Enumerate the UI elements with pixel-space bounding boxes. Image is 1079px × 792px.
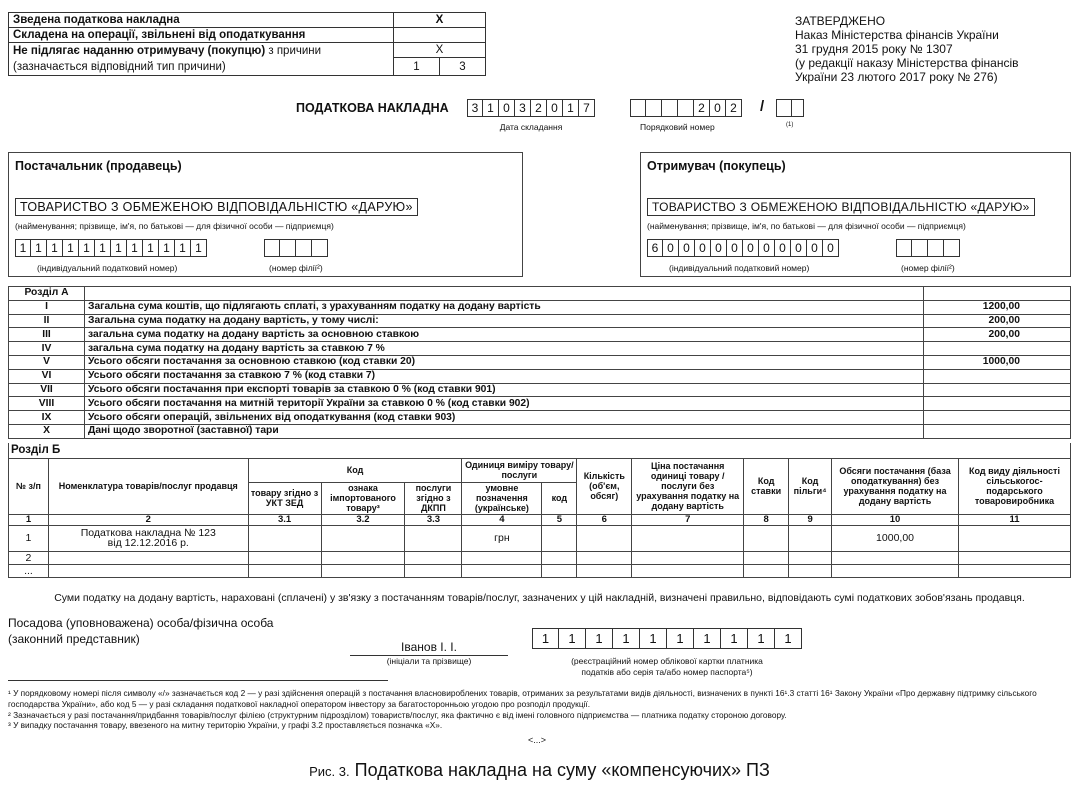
digit-cell[interactable]: [264, 239, 280, 257]
section-b-title: Розділ Б: [9, 443, 1071, 458]
cell-volume[interactable]: [832, 551, 959, 564]
row-text: Усього обсяги постачання на митній території України за ставкою 0 % (код ставки 902): [85, 397, 924, 411]
row-code: VII: [9, 383, 85, 397]
digit-cell[interactable]: 1: [559, 628, 586, 649]
header-no: № з/п: [9, 458, 49, 514]
cell-ukt[interactable]: [248, 525, 321, 551]
column-number: 6: [577, 514, 632, 525]
column-number: 3.3: [405, 514, 462, 525]
cell-agro[interactable]: [958, 564, 1070, 577]
digit-cell[interactable]: 1: [143, 239, 159, 257]
digit-cell[interactable]: 1: [667, 628, 694, 649]
header-code-group: Код: [248, 458, 462, 482]
column-number: 1: [9, 514, 49, 525]
column-number: 4: [462, 514, 542, 525]
table-row: [9, 564, 1071, 577]
approved-line: 31 грудня 2015 року № 1307: [795, 42, 953, 56]
cell-qty[interactable]: [577, 525, 632, 551]
digit-cell[interactable]: 0: [710, 99, 726, 117]
cell-import[interactable]: [321, 564, 405, 577]
row-value[interactable]: 200,00: [924, 328, 1071, 342]
seller-branch-digits[interactable]: [264, 239, 328, 257]
order-suffix-wide: [776, 99, 804, 117]
row-value[interactable]: [924, 342, 1071, 356]
approved-line: Наказ Міністерства фінансів України: [795, 28, 999, 42]
row-text: Усього обсяги постачання при експорті товарів за ставкою 0 % (код ставки 901): [85, 383, 924, 397]
row-value[interactable]: [924, 369, 1071, 383]
digit-cell[interactable]: 0: [499, 99, 515, 117]
digit-cell[interactable]: 6: [647, 239, 663, 257]
digit-cell[interactable]: 1: [47, 239, 63, 257]
table-row: [9, 525, 1071, 551]
digit-cell[interactable]: 0: [727, 239, 743, 257]
header-code-import: ознака імпортованого товару³: [321, 482, 405, 514]
cell-dkpp[interactable]: [405, 564, 462, 577]
cell-name[interactable]: [48, 525, 248, 551]
row-code: VI: [9, 369, 85, 383]
row-value[interactable]: 1200,00: [924, 300, 1071, 314]
row-code: X: [9, 424, 85, 438]
column-number: 10: [832, 514, 959, 525]
seller-name-note: (найменування; прізвище, ім'я, по батькові — для фізичної особи — підприємця): [15, 221, 334, 231]
table-row: [9, 551, 1071, 564]
registration-caption-line: (реєстраційний номер облікової картки платника: [571, 656, 763, 666]
header-code-ukt: товару згідно з УКТ ЗЕД: [248, 482, 321, 514]
row-text: Дані щодо зворотної (заставної) тари: [85, 424, 924, 438]
column-number-row: [9, 514, 1071, 525]
footnote-divider: [8, 680, 388, 681]
cell-volume[interactable]: 1000,00: [832, 525, 959, 551]
cell-name[interactable]: [48, 564, 248, 577]
figure-title: Податкова накладна на суму «компенсуючих» ПЗ: [354, 760, 770, 780]
exempt-mark[interactable]: [394, 28, 486, 43]
date-digits[interactable]: [467, 99, 595, 117]
not-given-bold: Не підлягає наданню отримувачу (покупцю): [13, 45, 266, 57]
signer-line2: (законний представник): [8, 632, 140, 646]
registration-digits[interactable]: [532, 628, 802, 649]
invoice-title: ПОДАТКОВА НАКЛАДНА: [296, 101, 449, 115]
not-given-mark[interactable]: X: [394, 43, 486, 58]
order-note: (1): [786, 122, 794, 128]
signer-name-caption: (ініціали та прізвище): [386, 656, 472, 666]
digit-cell[interactable]: 1: [563, 99, 579, 117]
digit-cell[interactable]: [928, 239, 944, 257]
cell-unit[interactable]: [462, 551, 542, 564]
statement-text: Суми податку на додану вартість, нараховані (сплачені) у зв'язку з постачанням товарів/послуг, зазначених у цій накладній, визначені правильно, відповідають сумі податкових зобов'язань продавця.: [54, 592, 1025, 604]
column-number: 9: [789, 514, 832, 525]
signer-line1: Посадова (уповноважена) особа/фізична особа: [8, 616, 274, 630]
signer-name[interactable]: Іванов І. І.: [350, 640, 508, 656]
cell-no[interactable]: 1: [9, 525, 49, 551]
section-a-title-spacer: [924, 287, 1071, 301]
not-given-label: [9, 43, 394, 76]
section-a-row: [9, 314, 1071, 328]
cell-agro[interactable]: [958, 551, 1070, 564]
header-unit-code: код: [542, 482, 577, 514]
approved-line: (у редакції наказу Міністерства фінансів: [795, 56, 1019, 70]
cell-dkpp[interactable]: [405, 525, 462, 551]
column-number: 11: [958, 514, 1070, 525]
section-a-row: [9, 424, 1071, 438]
buyer-branch-caption: (номер філії²): [901, 263, 955, 273]
row-text: Усього обсяги постачання за основною ставкою (код ставки 20): [85, 355, 924, 369]
cell-benefit[interactable]: [789, 525, 832, 551]
digit-cell[interactable]: 0: [711, 239, 727, 257]
row-value[interactable]: [924, 383, 1071, 397]
exempt-label: Складена на операції, звільнені від оподаткування: [9, 28, 394, 43]
digit-cell[interactable]: [646, 99, 662, 117]
row-text: Усього обсяги постачання за ставкою 7 % (код ставки 7): [85, 369, 924, 383]
digit-cell[interactable]: 1: [613, 628, 640, 649]
header-price: Ціна постачання одиниці товару / послуги без урахування податку на додану вартість: [632, 458, 744, 514]
cell-unit-code[interactable]: [542, 551, 577, 564]
buyer-ipn-digits[interactable]: [647, 239, 839, 257]
digit-cell[interactable]: 0: [791, 239, 807, 257]
digit-cell[interactable]: 3: [467, 99, 483, 117]
section-a-title-spacer: [85, 287, 924, 301]
cell-rate[interactable]: [744, 551, 789, 564]
seller-branch-caption: (номер філії²): [269, 263, 323, 273]
digit-cell[interactable]: 0: [547, 99, 563, 117]
digit-cell[interactable]: [678, 99, 694, 117]
digit-cell[interactable]: 1: [15, 239, 31, 257]
name-line: Податкова накладна № 123: [80, 527, 216, 539]
approved-line: ЗАТВЕРДЖЕНО: [795, 14, 886, 28]
digit-cell[interactable]: 0: [759, 239, 775, 257]
cell-qty[interactable]: [577, 564, 632, 577]
header-code-dkpp: послуги згідно з ДКПП: [405, 482, 462, 514]
digit-cell[interactable]: 1: [775, 628, 802, 649]
row-code: III: [9, 328, 85, 342]
digit-cell[interactable]: [912, 239, 928, 257]
row-value[interactable]: [924, 411, 1071, 425]
digit-cell[interactable]: 1: [127, 239, 143, 257]
cell-rate[interactable]: [744, 564, 789, 577]
cell-ukt[interactable]: [248, 564, 321, 577]
digit-cell[interactable]: [662, 99, 678, 117]
order-caption: Порядковий номер: [640, 122, 715, 132]
buyer-ipn-caption: (індивідуальний податковий номер): [669, 263, 810, 273]
row-code: IV: [9, 342, 85, 356]
column-number: 3.1: [248, 514, 321, 525]
order-digits[interactable]: [630, 99, 742, 117]
footnote-ellipsis: <...>: [528, 735, 547, 745]
digit-cell[interactable]: 0: [743, 239, 759, 257]
digit-cell[interactable]: 1: [748, 628, 775, 649]
header-rate: Код ставки: [744, 458, 789, 514]
reason-type-2[interactable]: 3: [440, 58, 486, 76]
cell-import[interactable]: [321, 525, 405, 551]
section-a-table: [8, 286, 1071, 439]
section-a-row: [9, 411, 1071, 425]
digit-cell[interactable]: 1: [191, 239, 207, 257]
cell-price[interactable]: [632, 551, 744, 564]
digit-cell[interactable]: [944, 239, 960, 257]
cell-no[interactable]: ...: [9, 564, 49, 577]
digit-cell[interactable]: 3: [515, 99, 531, 117]
cell-dkpp[interactable]: [405, 551, 462, 564]
header-volume: Обсяги постачання (база оподаткування) без урахування податку на додану вартість: [832, 458, 959, 514]
column-number: 8: [744, 514, 789, 525]
digit-cell[interactable]: 0: [807, 239, 823, 257]
cell-unit-code[interactable]: [542, 525, 577, 551]
cell-benefit[interactable]: [789, 551, 832, 564]
footnote-1: ¹ У порядковому номері після символу «/» зазначається код 2 — у разі здійснення операцій з постачання власновироблених товарів, отриманих за результатами видів діяльності, визначених в пункті 16¹.3 статті 16¹ Закону України «Про державну підтримку сільського господарства України», або код 5 — у разі складання податкової накладної оператором інвестору за багатосторонньою угодою про розподіл продукції.: [8, 688, 1037, 709]
column-number: 5: [542, 514, 577, 525]
section-a-title: Розділ А: [9, 287, 85, 301]
digit-cell[interactable]: 1: [175, 239, 191, 257]
digit-cell[interactable]: 1: [95, 239, 111, 257]
section-a-row: [9, 342, 1071, 356]
cell-qty[interactable]: [577, 551, 632, 564]
digit-cell[interactable]: 1: [63, 239, 79, 257]
seller-ipn-caption: (індивідуальний податковий номер): [37, 263, 178, 273]
cell-name[interactable]: [48, 551, 248, 564]
row-code: V: [9, 355, 85, 369]
row-value[interactable]: 1000,00: [924, 355, 1071, 369]
digit-cell[interactable]: [296, 239, 312, 257]
cell-ukt[interactable]: [248, 551, 321, 564]
section-a-row: [9, 328, 1071, 342]
buyer-title: Отримувач (покупець): [647, 159, 786, 173]
row-text: загальна сума податку на додану вартість за ставкою 7 %: [85, 342, 924, 356]
footnote-2: ² Зазначається у разі постачання/придбання товарів/послуг філією (структурним підрозділом) товариств/послуг, яка фактично є від імені головного підприємства — платника податку стороною договору.: [8, 709, 787, 720]
row-code: I: [9, 300, 85, 314]
digit-cell[interactable]: [312, 239, 328, 257]
registration-caption: [532, 656, 802, 678]
header-qty: Кількість (об'єм, обсяг): [577, 458, 632, 514]
buyer-name[interactable]: ТОВАРИСТВО З ОБМЕЖЕНОЮ ВІДПОВІДАЛЬНІСТЮ «ДАРУЮ»: [647, 198, 1035, 216]
consolidated-mark[interactable]: X: [394, 13, 486, 28]
section-b-table: [8, 443, 1071, 578]
buyer-branch-digits[interactable]: [896, 239, 960, 257]
row-text: Усього обсяги операцій, звільнених від оподаткування (код ставки 903): [85, 411, 924, 425]
digit-cell[interactable]: 0: [663, 239, 679, 257]
section-a-row: [9, 355, 1071, 369]
header-unit-name: умовне позначення (українське): [462, 482, 542, 514]
cell-import[interactable]: [321, 551, 405, 564]
buyer-block: [640, 152, 1071, 277]
digit-cell[interactable]: 1: [79, 239, 95, 257]
digit-cell[interactable]: 1: [532, 628, 559, 649]
row-code: VIII: [9, 397, 85, 411]
cell-volume[interactable]: [832, 564, 959, 577]
digit-cell[interactable]: 2: [726, 99, 742, 117]
column-number: 3.2: [321, 514, 405, 525]
digit-cell[interactable]: 2: [694, 99, 710, 117]
footnotes: [8, 688, 1071, 731]
cell-rate[interactable]: [744, 525, 789, 551]
name-line: від 12.12.2016 р.: [107, 537, 189, 549]
digit-cell[interactable]: [896, 239, 912, 257]
digit-cell[interactable]: [280, 239, 296, 257]
digit-cell[interactable]: 1: [31, 239, 47, 257]
digit-cell[interactable]: 1: [111, 239, 127, 257]
row-value[interactable]: 200,00: [924, 314, 1071, 328]
cell-price[interactable]: [632, 525, 744, 551]
header-unit-group: Одиниця виміру товару/послуги: [462, 458, 577, 482]
buyer-name-note: (найменування; прізвище, ім'я, по батькові — для фізичної особи — підприємця): [647, 221, 966, 231]
row-value[interactable]: [924, 424, 1071, 438]
header-name: Номенклатура товарів/послуг продавця: [48, 458, 248, 514]
row-text: загальна сума податку на додану вартість за основною ставкою: [85, 328, 924, 342]
column-number: 2: [48, 514, 248, 525]
approval-block: [795, 14, 1075, 84]
cell-no[interactable]: 2: [9, 551, 49, 564]
digit-cell[interactable]: 2: [531, 99, 547, 117]
invoice-type-box: [8, 12, 486, 76]
seller-block: [8, 152, 523, 277]
cell-unit-code[interactable]: [542, 564, 577, 577]
not-given-sub: (зазначається відповідний тип причини): [13, 61, 226, 73]
section-a-row: [9, 300, 1071, 314]
registration-caption-line: податків або серія та/або номер паспорта⁵): [581, 667, 753, 677]
seller-ipn-digits[interactable]: [15, 239, 207, 257]
figure-prefix: Рис. 3.: [309, 764, 350, 779]
cell-benefit[interactable]: [789, 564, 832, 577]
digit-cell[interactable]: 0: [679, 239, 695, 257]
digit-cell[interactable]: 1: [586, 628, 613, 649]
digit-cell[interactable]: [630, 99, 646, 117]
section-a-row: [9, 397, 1071, 411]
not-given-tail: з причини: [265, 45, 322, 57]
section-a-row: [9, 383, 1071, 397]
digit-cell[interactable]: 1: [721, 628, 748, 649]
section-a-row: [9, 369, 1071, 383]
consolidated-label: Зведена податкова накладна: [9, 13, 394, 28]
figure-caption: [0, 760, 1079, 781]
row-value[interactable]: [924, 397, 1071, 411]
digit-cell[interactable]: 0: [695, 239, 711, 257]
order-slash: /: [760, 98, 765, 115]
cell-unit[interactable]: грн: [462, 525, 542, 551]
date-caption: Дата складання: [499, 122, 563, 132]
digit-cell[interactable]: 1: [483, 99, 499, 117]
digit-cell[interactable]: 0: [775, 239, 791, 257]
signer-label: [8, 615, 273, 647]
column-number: 7: [632, 514, 744, 525]
header-agro: Код виду діяльності сільськогос-подарського товаровиробника: [958, 458, 1070, 514]
digit-cell[interactable]: 1: [694, 628, 721, 649]
digit-cell[interactable]: 1: [640, 628, 667, 649]
approved-line: України 23 лютого 2017 року № 276): [795, 70, 998, 84]
digit-cell[interactable]: 1: [159, 239, 175, 257]
row-code: IX: [9, 411, 85, 425]
header-benefit: Код пільги⁴: [789, 458, 832, 514]
digit-cell[interactable]: 0: [823, 239, 839, 257]
digit-cell[interactable]: 7: [579, 99, 595, 117]
cell-agro[interactable]: [958, 525, 1070, 551]
reason-type-1[interactable]: 1: [394, 58, 440, 76]
cell-price[interactable]: [632, 564, 744, 577]
seller-title: Постачальник (продавець): [15, 159, 182, 173]
row-text: Загальна сума коштів, що підлягають сплаті, з урахуванням податку на додану вартість: [85, 300, 924, 314]
seller-name[interactable]: ТОВАРИСТВО З ОБМЕЖЕНОЮ ВІДПОВІДАЛЬНІСТЮ «ДАРУЮ»: [15, 198, 418, 216]
footnote-3: ³ У випадку постачання товару, ввезеного на митну територію України, у графі 3.2 проставляється позначка «Х».: [8, 720, 443, 731]
row-code: II: [9, 314, 85, 328]
row-text: Загальна сума податку на додану вартість, у тому числі:: [85, 314, 924, 328]
cell-unit[interactable]: [462, 564, 542, 577]
